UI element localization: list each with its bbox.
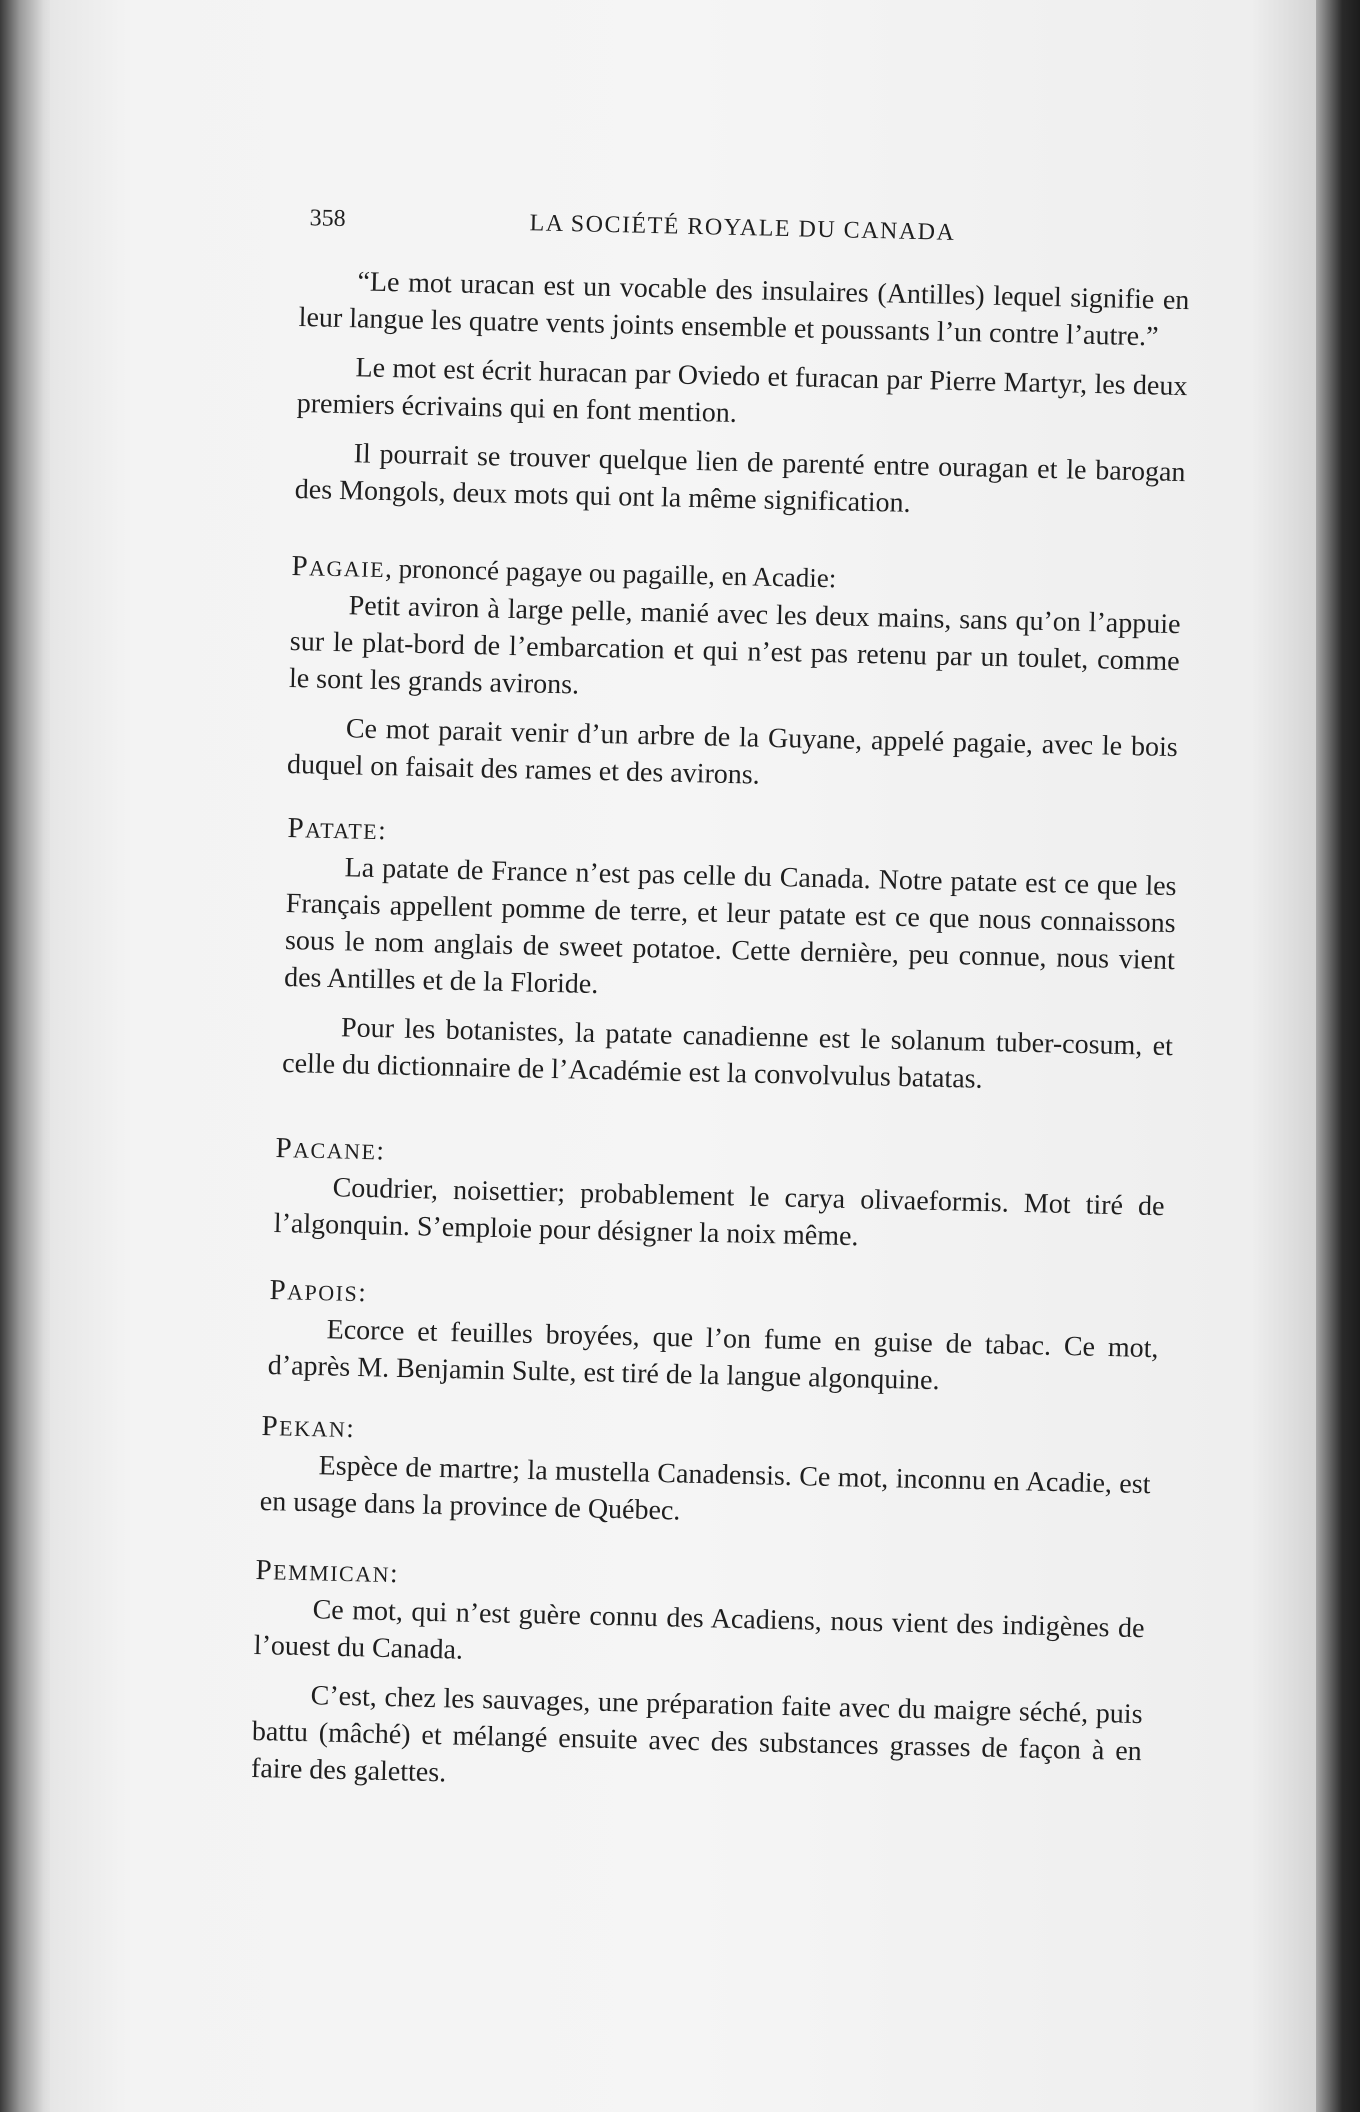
entry-paragraph: C’est, chez les sauvages, une préparation faite avec du maigre séché, puis battu (mâché) et mélangé ensuite avec des substances grasses de façon à en faire des galettes. [250,1680,1143,1789]
entry-heading-word: EKAN [278,1415,347,1442]
entry-heading-word: ACANE [292,1137,377,1165]
entry-pemmican [251,1552,1146,1807]
entry-heading-initial: P [291,549,310,583]
running-head: LA SOCIÉTÉ ROYALE DU CANADA [529,210,956,246]
entry-heading-word: APOIS [286,1279,359,1307]
entry-pagaie [287,548,1182,803]
entry-paragraph: Ce mot parait venir d’un arbre de la Guyane, appelé pagaie, avec le bois duquel on faisait des rames et des avirons. [286,713,1179,791]
entry-heading-word: AGAIE [308,555,386,583]
entry-heading-word: EMMICAN [272,1559,391,1588]
entry-heading-rest: , prononcé pagaye ou pagaille, en Acadie: [384,553,837,594]
intro-paragraph: “Le mot uracan est un vocable des insulaires (Antilles) lequel signifie en leur langue les quatre vents joints ensemble et poussants l’un contre l’autre.” [298,266,1190,353]
entry-heading-rest: : [357,1277,367,1308]
entry-heading-initial: P [261,1409,280,1443]
entry-paragraph: La patate de France n’est pas celle du Canada. Notre patate est ce que les Français appellent pomme de terre, et leur patate est ce que nous connaissons sous le nom anglais de sweet potatoe. Cette dernière, peu connue, nous vient des Antilles et de la Floride. [283,852,1177,1001]
intro-paragraph: Il pourrait se trouver quelque lien de parenté entre ouragan et le barogan des Mongols, deux mots qui ont la même signification. [294,438,1186,519]
entry-heading-rest: : [345,1412,355,1444]
entry-heading-initial: P [269,1273,288,1307]
entry-paragraph: Coudrier, noisettier; probablement le carya olivaeformis. Mot tiré de l’algonquin. S’emploie pour désigner la noix même. [273,1172,1165,1253]
entry-heading-rest: : [377,815,387,846]
entry-pekan [259,1408,1151,1540]
entry-papois [267,1272,1159,1404]
page-number: 358 [309,205,346,233]
entry-paragraph: Petit aviron à large pelle, manié avec les deux mains, sans qu’on l’appuie sur le plat-bord de l’embarcation et qui n’est pas retenu par un toulet, comme le sont les grands avirons. [288,590,1181,701]
entry-heading-initial: P [275,1131,294,1165]
entry-patate [282,810,1178,1102]
entry-paragraph: Ecorce et feuilles broyées, que l’on fume en guise de tabac. Ce mot, d’après M. Benjamin Sulte, est tiré de la langue algonquine. [267,1314,1159,1397]
entry-heading-word: ATATE [304,817,379,845]
entry-paragraph: Ce mot, qui n’est guère connu des Acadiens, nous vient des indigènes de l’ouest du Canada. [253,1594,1145,1666]
entry-pacane [273,1130,1165,1262]
entry-heading-initial: P [255,1553,274,1587]
entry-heading-rest: : [376,1135,385,1166]
intro-paragraph: Le mot est écrit huracan par Oviedo et furacan par Pierre Martyr, les deux premiers écrivains qui en font mention. [296,352,1188,429]
intro-section [294,262,1189,528]
entry-paragraph: Pour les botanistes, la patate canadienne est le solanum tuber-cosum, et celle du dictionnaire de l’Académie est la convolvulus batatas. [281,1012,1174,1095]
entry-heading-initial: P [287,811,306,845]
entry-heading-rest: : [389,1558,398,1589]
page-header [299,205,1180,265]
entry-paragraph: Espèce de martre; la mustella Canadensis. Ce mot, inconnu en Acadie, est en usage dans la province de Québec. [259,1450,1151,1527]
